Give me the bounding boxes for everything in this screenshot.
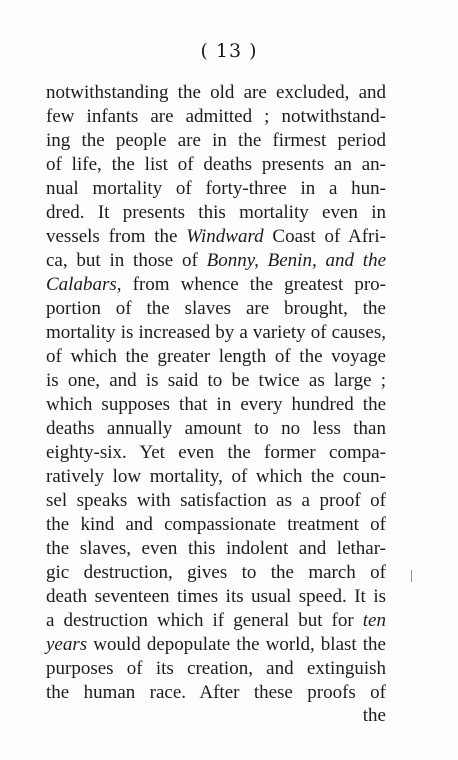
text-line: is one, and is said to be twice as large ; [46,370,386,391]
text-line: mortality is increased by a variety of causes, [46,322,386,343]
page-number: ( 13 ) [200,40,258,62]
text-line: which supposes that in every hundred the [46,394,386,415]
text-line: portion of the slaves are brought, the [46,298,386,319]
italic-text: Bonny, Benin, and the [206,250,386,271]
text-line: death seventeen times its usual speed. It is [46,586,386,607]
text-line: purposes of its creation, and extinguish [46,658,386,679]
text-line: a destruction which if general but for ten [46,610,386,631]
text-line: deaths annually amount to no less than [46,418,386,439]
italic-text: Calabars [46,274,117,295]
text-line: of which the greater length of the voyage [46,346,386,367]
text-line: Calabars, from whence the greatest pro- [46,274,386,295]
text-line: notwithstanding the old are excluded, and [46,82,386,103]
text-line: ing the people are in the firmest period [46,130,386,151]
text-line: the slaves, even this indolent and lethar- [46,538,386,559]
text-line: vessels from the Windward Coast of Afri- [46,226,386,247]
text-line: of life, the list of deaths presents an an- [46,154,386,175]
text-line: the kind and compassionate treatment of [46,514,386,535]
text-line: ratively low mortality, of which the coun- [46,466,386,487]
text-line: dred. It presents this mortality even in [46,202,386,223]
text-line: ca, but in those of Bonny, Benin, and the [46,250,386,271]
text-line: nual mortality of forty-three in a hun- [46,178,386,199]
scan-edge-mark [411,570,412,582]
italic-text: years [46,634,88,655]
italic-text: Windward [186,226,264,247]
text-line: the human race. After these proofs of [46,682,386,703]
catchword: the [362,705,386,726]
text-line: eighty-six. Yet even the former compa- [46,442,386,463]
italic-text: ten [362,610,386,631]
text-line: years would depopulate the world, blast the [46,634,386,655]
text-line: sel speaks with satisfaction as a proof of [46,490,386,511]
text-line: few infants are admitted ; notwithstand- [46,106,386,127]
text-line: gic destruction, gives to the march of [46,562,386,583]
body-text [46,81,386,705]
